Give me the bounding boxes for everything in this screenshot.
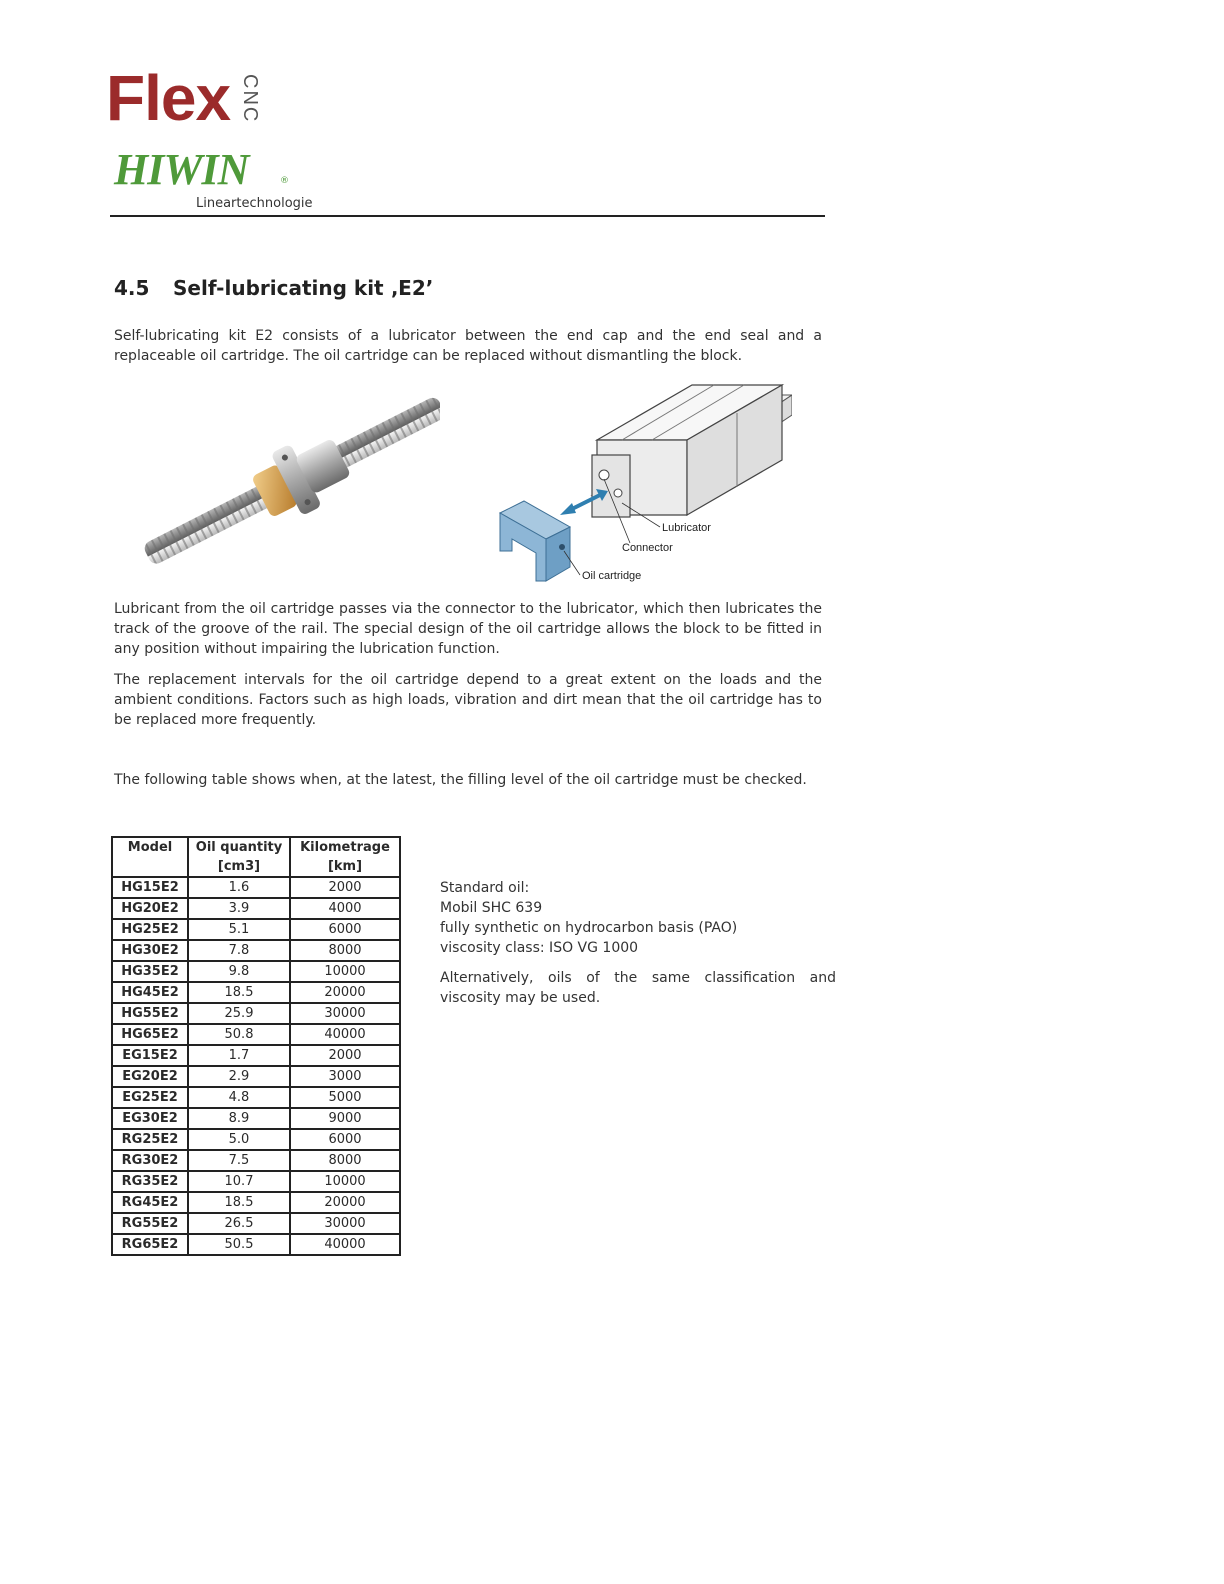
table-row [112, 982, 400, 1003]
model-cell: RG30E2 [112, 1150, 188, 1171]
model-cell: EG15E2 [112, 1045, 188, 1066]
oil-cell: 1.7 [188, 1045, 290, 1066]
oil-note-line2: Mobil SHC 639 [440, 900, 543, 916]
km-cell: 30000 [290, 1213, 400, 1234]
oil-cell: 50.5 [188, 1234, 290, 1255]
km-cell: 10000 [290, 1171, 400, 1192]
oil-cell: 18.5 [188, 982, 290, 1003]
model-cell: EG30E2 [112, 1108, 188, 1129]
table-header-row [112, 837, 400, 857]
oil-cell: 25.9 [188, 1003, 290, 1024]
km-cell: 20000 [290, 982, 400, 1003]
flex-logo-text: Flex [106, 62, 231, 134]
table-row [112, 961, 400, 982]
km-cell: 8000 [290, 940, 400, 961]
oil-note-line1: Standard oil: [440, 880, 530, 896]
table-row [112, 877, 400, 898]
km-cell: 40000 [290, 1024, 400, 1045]
intervals-paragraph: The replacement intervals for the oil cartridge depend to a great extent on the loads and the ambient conditions. Factors such as high loads, vibration and dirt mean that the oil cartridge has to be replaced more frequently. [114, 672, 822, 728]
table-row [112, 1003, 400, 1024]
table-row [112, 1045, 400, 1066]
km-cell: 30000 [290, 1003, 400, 1024]
connector-label: Connector [622, 542, 673, 554]
km-cell: 2000 [290, 877, 400, 898]
oil-cell: 8.9 [188, 1108, 290, 1129]
table-row [112, 1192, 400, 1213]
lubricant-paragraph: Lubricant from the oil cartridge passes via the connector to the lubricator, which then lubricates the track of the groove of the rail. The special design of the oil cartridge allows the block to be fitted in any position without impairing the lubrication function. [114, 601, 822, 657]
table-row [112, 1150, 400, 1171]
model-cell: HG20E2 [112, 898, 188, 919]
table-row [112, 1066, 400, 1087]
model-cell: RG55E2 [112, 1213, 188, 1234]
table-row [112, 1234, 400, 1255]
lubricator-label: Lubricator [662, 522, 711, 534]
table-row [112, 898, 400, 919]
oil-cell: 9.8 [188, 961, 290, 982]
oil-cartridge-label: Oil cartridge [582, 570, 642, 582]
model-cell: HG30E2 [112, 940, 188, 961]
table-row [112, 1108, 400, 1129]
km-cell: 6000 [290, 1129, 400, 1150]
oil-cell: 1.6 [188, 877, 290, 898]
table-row [112, 1129, 400, 1150]
oil-cell: 18.5 [188, 1192, 290, 1213]
model-cell: RG65E2 [112, 1234, 188, 1255]
hiwin-subtitle: Lineartechnologie [196, 196, 313, 211]
standard-oil-note [440, 878, 836, 1008]
km-cell: 9000 [290, 1108, 400, 1129]
table-intro-paragraph: The following table shows when, at the latest, the filling level of the oil cartridge must be checked. [114, 772, 807, 788]
model-cell: HG35E2 [112, 961, 188, 982]
oil-quantity-header: Oil quantity [188, 837, 290, 857]
km-cell: 8000 [290, 1150, 400, 1171]
block-drawing [492, 375, 792, 587]
model-cell: EG20E2 [112, 1066, 188, 1087]
km-cell: 5000 [290, 1087, 400, 1108]
ballscrew-image [140, 388, 440, 578]
table-row [112, 919, 400, 940]
cnc-logo-text: CNC [239, 74, 261, 124]
km-cell: 2000 [290, 1045, 400, 1066]
model-cell: RG35E2 [112, 1171, 188, 1192]
km-cell: 40000 [290, 1234, 400, 1255]
table-row [112, 1024, 400, 1045]
model-cell: HG15E2 [112, 877, 188, 898]
hiwin-registered-mark: ® [280, 176, 289, 186]
model-cell: HG25E2 [112, 919, 188, 940]
table-row [112, 1171, 400, 1192]
section-number: 4.5 [114, 276, 150, 300]
oil-unit-header: [cm3] [188, 857, 290, 877]
oil-cell: 5.0 [188, 1129, 290, 1150]
model-cell: HG65E2 [112, 1024, 188, 1045]
km-cell: 6000 [290, 919, 400, 940]
km-cell: 20000 [290, 1192, 400, 1213]
oil-cell: 4.8 [188, 1087, 290, 1108]
oil-cell: 2.9 [188, 1066, 290, 1087]
km-unit-header: [km] [290, 857, 400, 877]
table-body [112, 877, 400, 1255]
model-header: Model [112, 837, 188, 877]
oil-cell: 7.5 [188, 1150, 290, 1171]
kilometrage-header: Kilometrage [290, 837, 400, 857]
table-row [112, 1087, 400, 1108]
model-cell: RG45E2 [112, 1192, 188, 1213]
oil-cell: 10.7 [188, 1171, 290, 1192]
linear-block-diagram [492, 375, 792, 587]
oil-cell: 7.8 [188, 940, 290, 961]
km-cell: 3000 [290, 1066, 400, 1087]
oil-cell: 26.5 [188, 1213, 290, 1234]
intro-paragraph: Self-lubricating kit E2 consists of a lubricator between the end cap and the end seal and a replaceable oil cartridge. The oil cartridge can be replaced without dismantling the block. [114, 328, 822, 364]
model-cell: HG55E2 [112, 1003, 188, 1024]
model-cell: EG25E2 [112, 1087, 188, 1108]
model-cell: RG25E2 [112, 1129, 188, 1150]
header-divider [110, 215, 825, 217]
oil-cell: 50.8 [188, 1024, 290, 1045]
oil-note-line3: fully synthetic on hydrocarbon basis (PAO) [440, 920, 738, 936]
km-cell: 10000 [290, 961, 400, 982]
table-row [112, 940, 400, 961]
flex-cnc-logo [106, 62, 276, 134]
oil-note-line4: viscosity class: ISO VG 1000 [440, 940, 639, 956]
table-row [112, 1213, 400, 1234]
oil-quantity-table [111, 836, 401, 1256]
model-cell: HG45E2 [112, 982, 188, 1003]
section-title: Self-lubricating kit ‚E2’ [173, 276, 434, 300]
oil-note-alternative: Alternatively, oils of the same classification and viscosity may be used. [440, 970, 836, 1006]
oil-cell: 3.9 [188, 898, 290, 919]
km-cell: 4000 [290, 898, 400, 919]
hiwin-logo: HIWIN [114, 145, 249, 194]
oil-cell: 5.1 [188, 919, 290, 940]
